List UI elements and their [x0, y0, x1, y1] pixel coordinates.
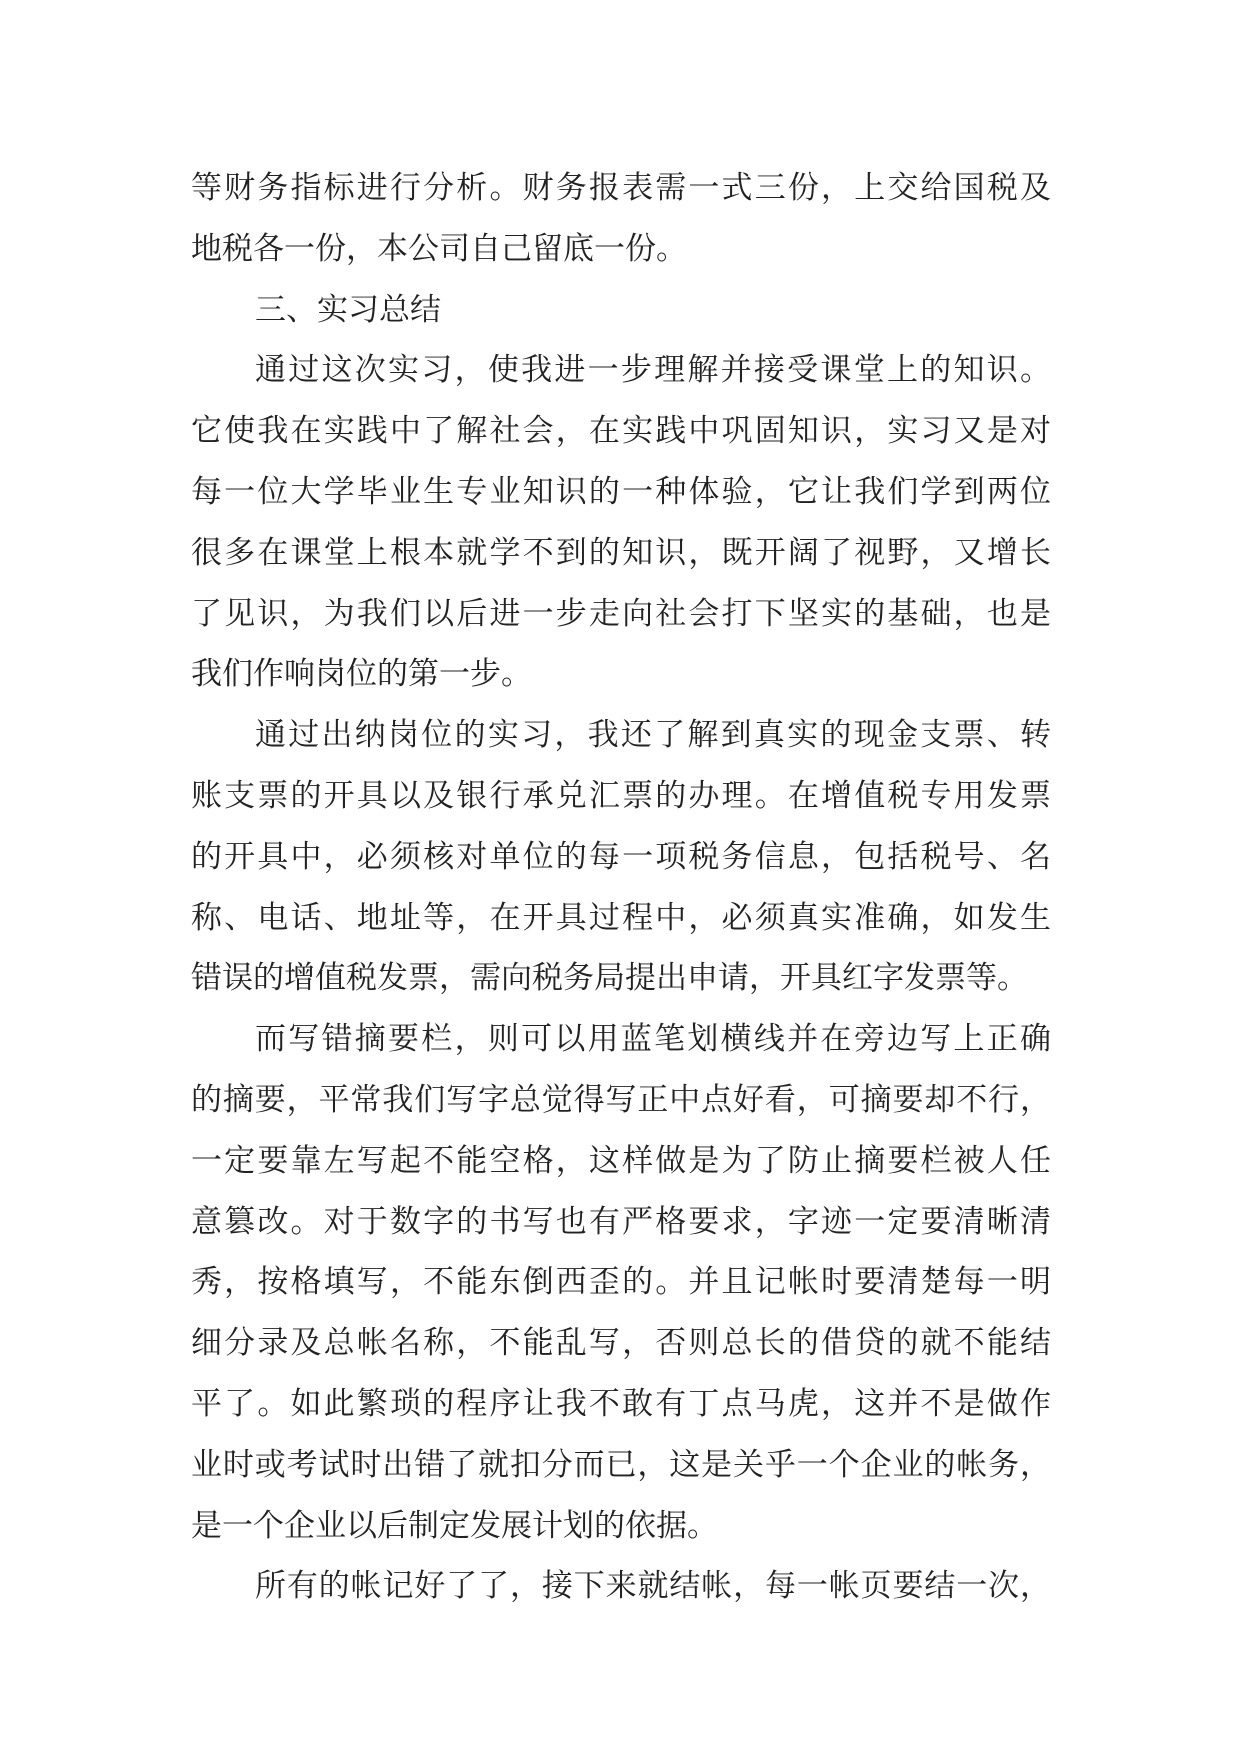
text-line: 是一个企业以后制定发展计划的依据。 — [191, 1507, 718, 1544]
text-line: 账支票的开具以及银行承兑汇票的办理。在增值税专用发票 — [191, 777, 1051, 814]
section-heading-text: 三、实习总结 — [255, 291, 441, 328]
text-line: 我们作响岗位的第一步。 — [191, 656, 532, 693]
paragraph-internship-understanding — [191, 340, 1051, 705]
text-line: 称、电话、地址等，在开具过程中，必须真实准确，如发生 — [191, 899, 1051, 936]
text-line: 的摘要，平常我们写字总觉得写正中点好看，可摘要却不行， — [191, 1081, 1051, 1118]
paragraph-summary-corrections — [191, 1009, 1051, 1556]
text-line: 所有的帐记好了了，接下来就结帐，每一帐页要结一次， — [255, 1568, 1051, 1605]
text-line: 每一位大学毕业生专业知识的一种体验，它让我们学到两位 — [191, 473, 1051, 510]
document-body — [191, 158, 1051, 1617]
text-line: 它使我在实践中了解社会，在实践中巩固知识，实习又是对 — [191, 413, 1051, 450]
text-line: 一定要靠左写起不能空格，这样做是为了防止摘要栏被人任 — [191, 1142, 1051, 1179]
text-line: 平了。如此繁琐的程序让我不敢有丁点马虎，这并不是做作 — [191, 1385, 1051, 1422]
text-line: 细分录及总帐名称，不能乱写，否则总长的借贷的就不能结 — [191, 1325, 1051, 1362]
text-line: 意篡改。对于数字的书写也有严格要求，字迹一定要清晰清 — [191, 1203, 1051, 1240]
text-line: 业时或考试时出错了就扣分而已，这是关乎一个企业的帐务， — [191, 1446, 1051, 1483]
section-heading — [191, 280, 1051, 341]
text-line: 的开具中，必须核对单位的每一项税务信息，包括税号、名 — [191, 838, 1051, 875]
text-line: 秀，按格填写，不能东倒西歪的。并且记帐时要清楚每一明 — [191, 1264, 1051, 1301]
text-line: 错误的增值税发票，需向税务局提出申请，开具红字发票等。 — [191, 960, 1028, 997]
text-line: 而写错摘要栏，则可以用蓝笔划横线并在旁边写上正确 — [255, 1021, 1051, 1058]
text-line: 地税各一份，本公司自己留底一份。 — [191, 230, 687, 267]
text-line: 等财务指标进行分析。财务报表需一式三份，上交给国税及 — [191, 170, 1051, 206]
paragraph-closing-accounts — [191, 1556, 1051, 1617]
paragraph-financial-analysis-end — [191, 158, 1051, 280]
text-line: 通过这次实习，使我进一步理解并接受课堂上的知识。 — [255, 352, 1051, 389]
text-line: 了见识，为我们以后进一步走向社会打下坚实的基础，也是 — [191, 595, 1051, 632]
text-line: 通过出纳岗位的实习，我还了解到真实的现金支票、转 — [255, 717, 1051, 754]
paragraph-cashier-experience — [191, 705, 1051, 1009]
text-line: 很多在课堂上根本就学不到的知识，既开阔了视野，又增长 — [191, 534, 1051, 571]
